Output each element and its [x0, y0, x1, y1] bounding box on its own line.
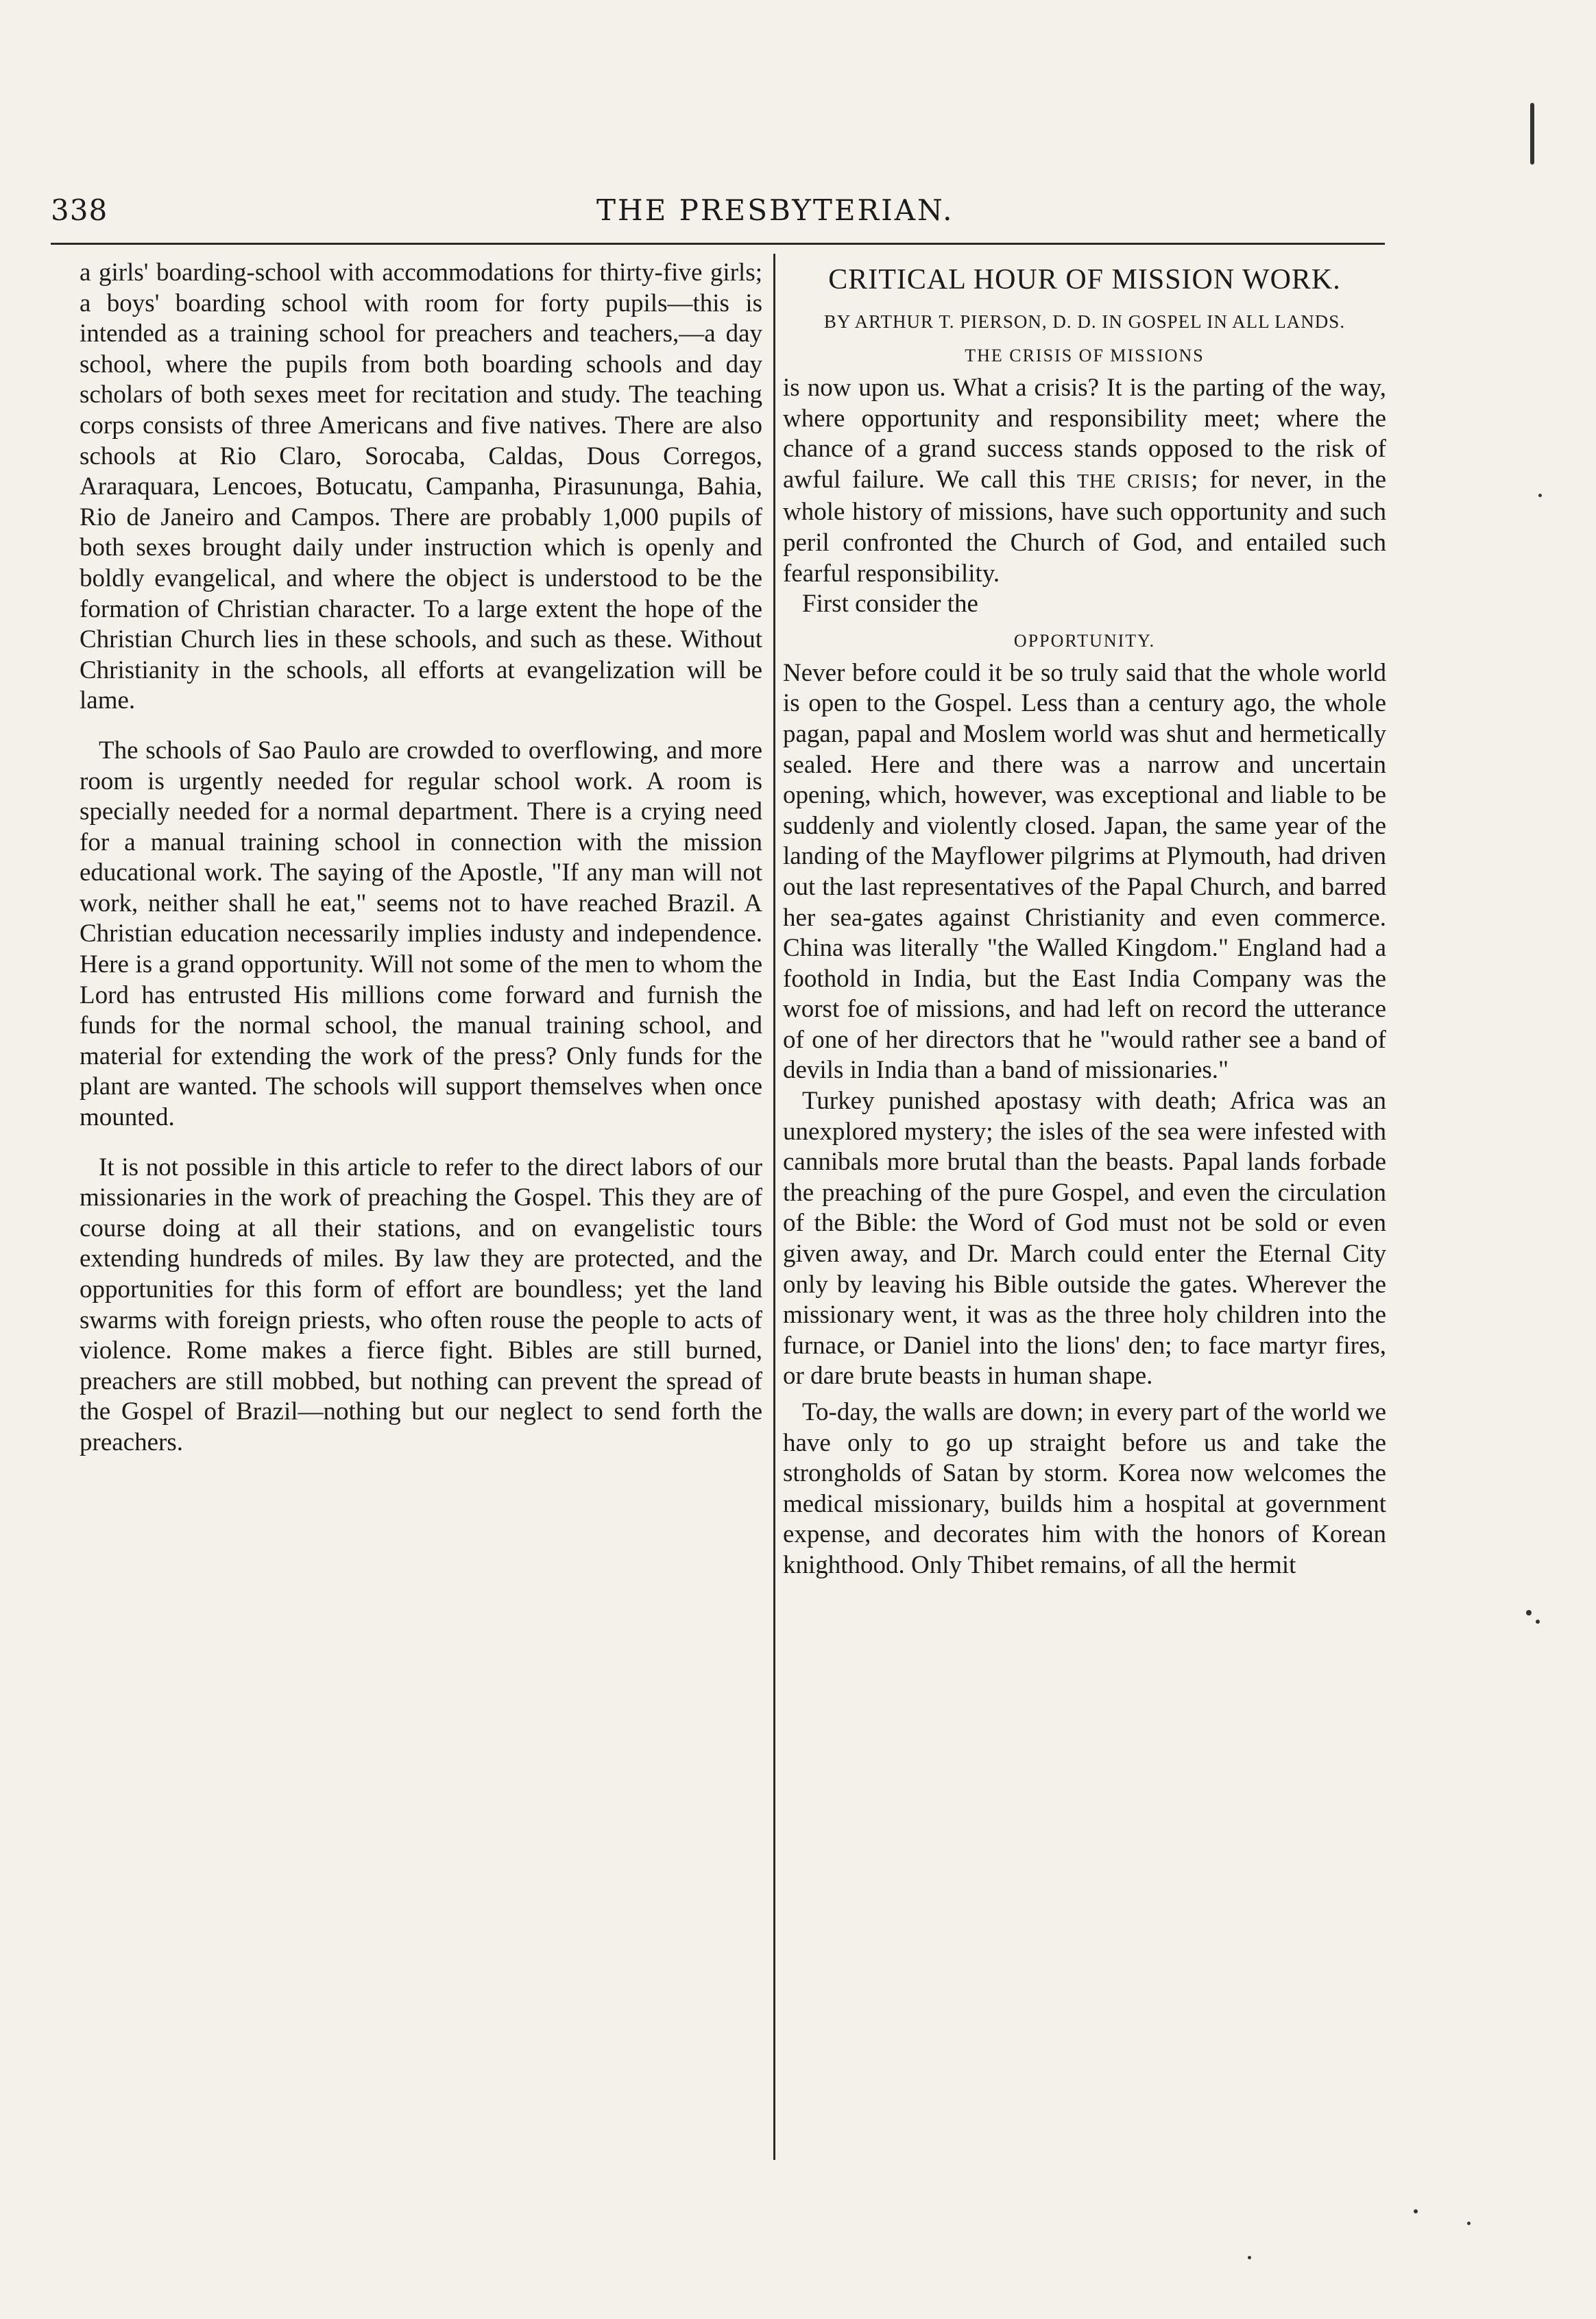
header-rule: [51, 243, 1385, 245]
scan-speck: [1467, 2222, 1471, 2225]
left-column: [80, 258, 762, 1458]
page-number: 338: [51, 193, 108, 227]
right-paragraph-2: Turkey punished apostasy with death; Africa was an unexplored mystery; the isles of the sea were infested with cannibals more brutal than the beasts. Papal lands forbade the preaching of the pure Gospel, and even the circulation of the Bible: the Word of God must not be sold or even given away, and Dr. March could enter the Eternal City only by leaving his Bible outside the gates. Wherever the missionary went, it was as the three holy children into the furnace, or Daniel into the lions' den; to face martyr fires, or dare brute beasts in human shape.: [783, 1087, 1386, 1391]
running-title: THE PRESBYTERIAN.: [596, 193, 954, 227]
right-paragraph-1: Never before could it be so truly said that the whole world is open to the Gospel. Less than a century ago, the whole pagan, papal and Moslem world was shut and hermetically sealed. Here and there was a narrow and uncertain opening, which, however, was exceptional and liable to be suddenly and violently closed. Japan, the same year of the landing of the Mayflower pilgrims at Plymouth, had driven out the last representatives of the Papal Church, and barred her sea-gates against Christianity and even commerce. China was literally "the Walled Kingdom." England had a foothold in India, but the East India Company was the worst foe of missions, and had left on record the utterance of one of her directors that he "would rather see a band of devils in India than a band of missionaries.": [783, 658, 1386, 1085]
article-title: CRITICAL HOUR OF MISSION WORK.: [828, 264, 1341, 296]
crisis-paragraph: [783, 373, 1386, 589]
scan-speck: [1248, 2256, 1251, 2259]
left-paragraph-1: a girls' boarding-school with accommodations for thirty-five girls; a boys' boarding school with room for forty pupils—this is intended as a training school for preachers and teachers,—a day school, where the pupils from both boarding schools and day scholars of both sexes meet for recitation and study. The teaching corps consists of three Americans and five natives. There are also schools at Rio Claro, Sorocaba, Caldas, Dous Corregos, Araraquara, Lencoes, Botucatu, Campanha, Pirasununga, Bahia, Rio de Janeiro and Campos. There are probably 1,000 pupils of both sexes brought daily under instruction which is openly and boldly evangelical, and where the object is understood to be the formation of Christian character. To a large extent the hope of the Christian Church lies in these schools, and such as these. Without Christianity in the schools, all efforts at evangelization will be lame.: [80, 259, 762, 715]
left-paragraph-2: The schools of Sao Paulo are crowded to overflowing, and more room is urgently needed for regular school work. A room is specially needed for a normal department. There is a crying need for a manual training school in connection with the mission educational work. The saying of the Apostle, "If any man will not work, neither shall he eat," seems not to have reached Brazil. A Christian education necessarily implies industy and independence. Here is a grand opportunity. Will not some of the men to whom the Lord has entrusted His millions come forward and furnish the funds for the normal school, the manual training school, and material for extending the work of the press? Only funds for the plant are wanted. The schools will support themselves when once mounted.: [80, 736, 762, 1132]
page-header: [51, 193, 1385, 241]
section-heading-crisis: THE CRISIS OF MISSIONS: [965, 346, 1205, 365]
scan-speck: [1414, 2209, 1418, 2213]
crisis-text-after: ; for never, in the whole history of missions, have such opportunity and such peril confronted the Church of God, and entailed such fearful responsibility.: [783, 465, 1387, 588]
left-paragraph-3: It is not possible in this article to refer to the direct labors of our missionaries in the work of preaching the Gospel. This they are of course doing at all their stations, and on evangelistic tours extending hundreds of miles. By law they are protected, and the opportunities for this form of effort are boundless; yet the land swarms with foreign priests, who often rouse the people to acts of violence. Rome makes a fierce fight. Bibles are still burned, preachers are still mobbed, but nothing can prevent the spread of the Gospel of Brazil—nothing but our neglect to send forth the preachers.: [80, 1153, 762, 1456]
crisis-text-before: is now upon us. What a crisis? It is the parting of the way, where opportunity and responsibility meet; where the chance of a grand success stands opposed to the risk of awful failure. We call this: [783, 374, 1386, 494]
scan-speck: [1526, 1610, 1532, 1615]
scan-speck: [1536, 1620, 1540, 1624]
scan-speck: [1538, 494, 1542, 497]
section-heading-opportunity: OPPORTUNITY.: [1013, 630, 1156, 651]
crisis-emphasis: THE CRISIS: [1076, 470, 1192, 492]
scan-mark: [1530, 103, 1534, 165]
article-byline: BY ARTHUR T. PIERSON, D. D. IN GOSPEL IN ALL LANDS.: [823, 311, 1346, 332]
right-paragraph-3: To-day, the walls are down; in every part of the world we have only to go up straight before us and take the strongholds of Satan by storm. Korea now welcomes the medical missionary, builds him a hospital at government expense, and decorates him with the honors of Korean knighthood. Only Thibet remains, of all the hermit: [783, 1398, 1386, 1579]
first-consider-line: First consider the: [802, 590, 978, 618]
column-divider: [773, 254, 775, 2160]
right-column: [783, 258, 1386, 1581]
